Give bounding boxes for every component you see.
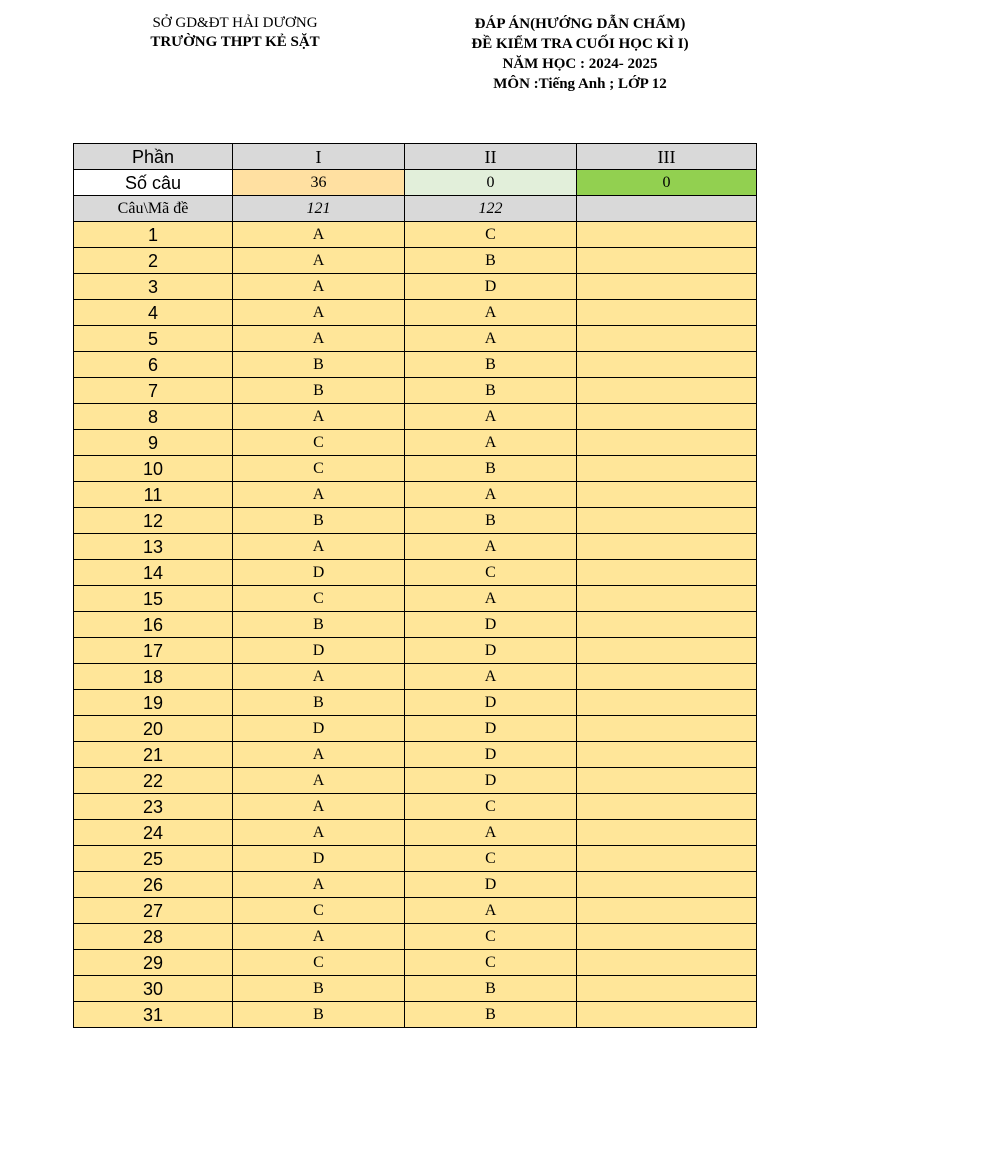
exam-code-row [74,196,757,222]
table-row [74,690,757,716]
answer-code-121-cell: B [233,612,405,638]
answer-part-3-cell [577,248,757,274]
question-number-cell: 10 [74,456,233,482]
question-number-cell: 25 [74,846,233,872]
question-number-cell: 14 [74,560,233,586]
school-name: TRƯỜNG THPT KẺ SẶT [150,34,320,50]
answer-code-122-cell: C [405,950,577,976]
answer-part-3-cell [577,820,757,846]
answer-code-122-cell: D [405,768,577,794]
header-left [95,14,375,52]
table-row [74,794,757,820]
answer-code-121-cell: A [233,742,405,768]
answer-part-3-cell [577,898,757,924]
answer-code-121-cell: D [233,716,405,742]
question-number-cell: 29 [74,950,233,976]
answer-code-121-cell: A [233,326,405,352]
code-cell: 121 [233,196,405,222]
answer-code-121-cell: B [233,976,405,1002]
table-row [74,352,757,378]
answer-code-121-cell: B [233,378,405,404]
count-label-cell: Số câu [74,170,233,196]
question-number-cell: 24 [74,820,233,846]
table-row [74,924,757,950]
table-row [74,534,757,560]
table-row [74,508,757,534]
table-row [74,404,757,430]
table-row [74,430,757,456]
question-number-cell: 27 [74,898,233,924]
answer-code-122-cell: D [405,638,577,664]
table-row [74,872,757,898]
answer-part-3-cell [577,534,757,560]
question-number-cell: 30 [74,976,233,1002]
code-cell [577,196,757,222]
answer-code-121-cell: A [233,248,405,274]
answer-key-table [73,143,757,1028]
table-row [74,482,757,508]
department-name: SỞ GD&ĐT HẢI DƯƠNG [152,15,318,31]
table-row [74,560,757,586]
answer-code-122-cell: A [405,534,577,560]
question-number-cell: 20 [74,716,233,742]
answer-part-3-cell [577,560,757,586]
question-number-cell: 1 [74,222,233,248]
table-row [74,716,757,742]
answer-part-3-cell [577,404,757,430]
header-right [410,14,750,94]
answer-code-122-cell: A [405,404,577,430]
table-row [74,664,757,690]
table-row [74,768,757,794]
answer-code-122-cell: D [405,612,577,638]
answer-code-122-cell: A [405,820,577,846]
answer-part-3-cell [577,612,757,638]
table-row [74,846,757,872]
question-number-cell: 19 [74,690,233,716]
table-row [74,378,757,404]
answer-code-122-cell: B [405,378,577,404]
part-cell: I [233,144,405,170]
table-row [74,976,757,1002]
answer-part-3-cell [577,586,757,612]
answer-part-3-cell [577,222,757,248]
question-number-cell: 11 [74,482,233,508]
answer-code-121-cell: C [233,898,405,924]
question-number-cell: 6 [74,352,233,378]
question-number-cell: 9 [74,430,233,456]
question-number-cell: 4 [74,300,233,326]
answer-part-3-cell [577,924,757,950]
answer-code-121-cell: A [233,664,405,690]
answer-part-3-cell [577,326,757,352]
answer-code-121-cell: D [233,560,405,586]
answer-code-122-cell: D [405,690,577,716]
question-number-cell: 17 [74,638,233,664]
answer-part-3-cell [577,274,757,300]
answer-part-3-cell [577,716,757,742]
answer-part-3-cell [577,846,757,872]
answer-part-3-cell [577,742,757,768]
table-row [74,300,757,326]
answer-code-121-cell: A [233,300,405,326]
table-row [74,586,757,612]
answer-code-122-cell: B [405,352,577,378]
answer-code-122-cell: C [405,794,577,820]
table-row [74,274,757,300]
answer-part-3-cell [577,508,757,534]
table-row [74,222,757,248]
answer-code-121-cell: D [233,638,405,664]
question-number-cell: 22 [74,768,233,794]
question-number-cell: 21 [74,742,233,768]
answer-code-121-cell: C [233,950,405,976]
answer-code-122-cell: D [405,742,577,768]
answer-code-122-cell: D [405,872,577,898]
answer-code-122-cell: A [405,586,577,612]
answer-code-121-cell: C [233,586,405,612]
answer-code-122-cell: A [405,300,577,326]
answer-part-3-cell [577,300,757,326]
table-row [74,326,757,352]
answer-part-3-cell [577,482,757,508]
answer-code-121-cell: B [233,1002,405,1028]
answer-code-122-cell: A [405,430,577,456]
answer-part-3-cell [577,872,757,898]
answer-part-3-cell [577,664,757,690]
question-number-cell: 16 [74,612,233,638]
question-number-cell: 23 [74,794,233,820]
part-cell: III [577,144,757,170]
answer-part-3-cell [577,950,757,976]
answer-code-121-cell: A [233,924,405,950]
answer-code-121-cell: A [233,274,405,300]
answer-code-122-cell: C [405,846,577,872]
question-number-cell: 12 [74,508,233,534]
answer-code-122-cell: D [405,716,577,742]
code-cell: 122 [405,196,577,222]
code-label-cell: Câu\Mã đề [74,196,233,222]
answer-code-121-cell: A [233,768,405,794]
question-number-cell: 5 [74,326,233,352]
table-row [74,820,757,846]
table-row [74,742,757,768]
table-row [74,638,757,664]
count-cell: 0 [577,170,757,196]
doc-title-line-1: ĐÁP ÁN(HƯỚNG DẪN CHẤM) [474,16,686,32]
table-row [74,456,757,482]
answer-part-3-cell [577,430,757,456]
table-row [74,612,757,638]
answer-code-122-cell: A [405,898,577,924]
answer-code-121-cell: B [233,690,405,716]
answer-part-3-cell [577,638,757,664]
answer-part-3-cell [577,378,757,404]
answer-code-122-cell: C [405,560,577,586]
question-number-cell: 15 [74,586,233,612]
question-number-cell: 28 [74,924,233,950]
answer-code-122-cell: A [405,326,577,352]
answer-part-3-cell [577,690,757,716]
count-cell: 36 [233,170,405,196]
question-number-cell: 8 [74,404,233,430]
answer-code-122-cell: D [405,274,577,300]
answer-code-122-cell: A [405,482,577,508]
answer-code-122-cell: B [405,456,577,482]
question-number-cell: 13 [74,534,233,560]
answer-code-121-cell: A [233,222,405,248]
answer-code-122-cell: B [405,248,577,274]
answer-code-121-cell: A [233,404,405,430]
question-number-cell: 3 [74,274,233,300]
answer-part-3-cell [577,1002,757,1028]
table-row [74,950,757,976]
part-header-row [74,144,757,170]
question-number-cell: 2 [74,248,233,274]
answer-code-122-cell: C [405,924,577,950]
question-number-cell: 18 [74,664,233,690]
answer-code-121-cell: C [233,456,405,482]
answer-code-122-cell: C [405,222,577,248]
answer-code-122-cell: B [405,1002,577,1028]
answer-code-121-cell: A [233,820,405,846]
answer-part-3-cell [577,794,757,820]
answer-code-121-cell: A [233,794,405,820]
answer-code-121-cell: A [233,534,405,560]
answer-code-122-cell: B [405,508,577,534]
answer-part-3-cell [577,976,757,1002]
answer-code-121-cell: D [233,846,405,872]
answer-part-3-cell [577,456,757,482]
answer-code-121-cell: B [233,508,405,534]
question-number-cell: 26 [74,872,233,898]
answer-code-121-cell: A [233,872,405,898]
part-label-cell: Phần [74,144,233,170]
answer-part-3-cell [577,352,757,378]
doc-title-line-4: MÔN :Tiếng Anh ; LỚP 12 [493,76,667,92]
question-number-cell: 31 [74,1002,233,1028]
doc-title-line-3: NĂM HỌC : 2024- 2025 [502,56,658,72]
doc-title-line-2: ĐỀ KIỂM TRA CUỐI HỌC KÌ I) [471,36,689,52]
table-row [74,248,757,274]
part-cell: II [405,144,577,170]
answer-part-3-cell [577,768,757,794]
count-cell: 0 [405,170,577,196]
table-row [74,898,757,924]
answer-code-121-cell: A [233,482,405,508]
question-number-cell: 7 [74,378,233,404]
answer-code-122-cell: B [405,976,577,1002]
answer-code-121-cell: C [233,430,405,456]
answer-code-122-cell: A [405,664,577,690]
question-count-row [74,170,757,196]
answer-code-121-cell: B [233,352,405,378]
table-row [74,1002,757,1028]
